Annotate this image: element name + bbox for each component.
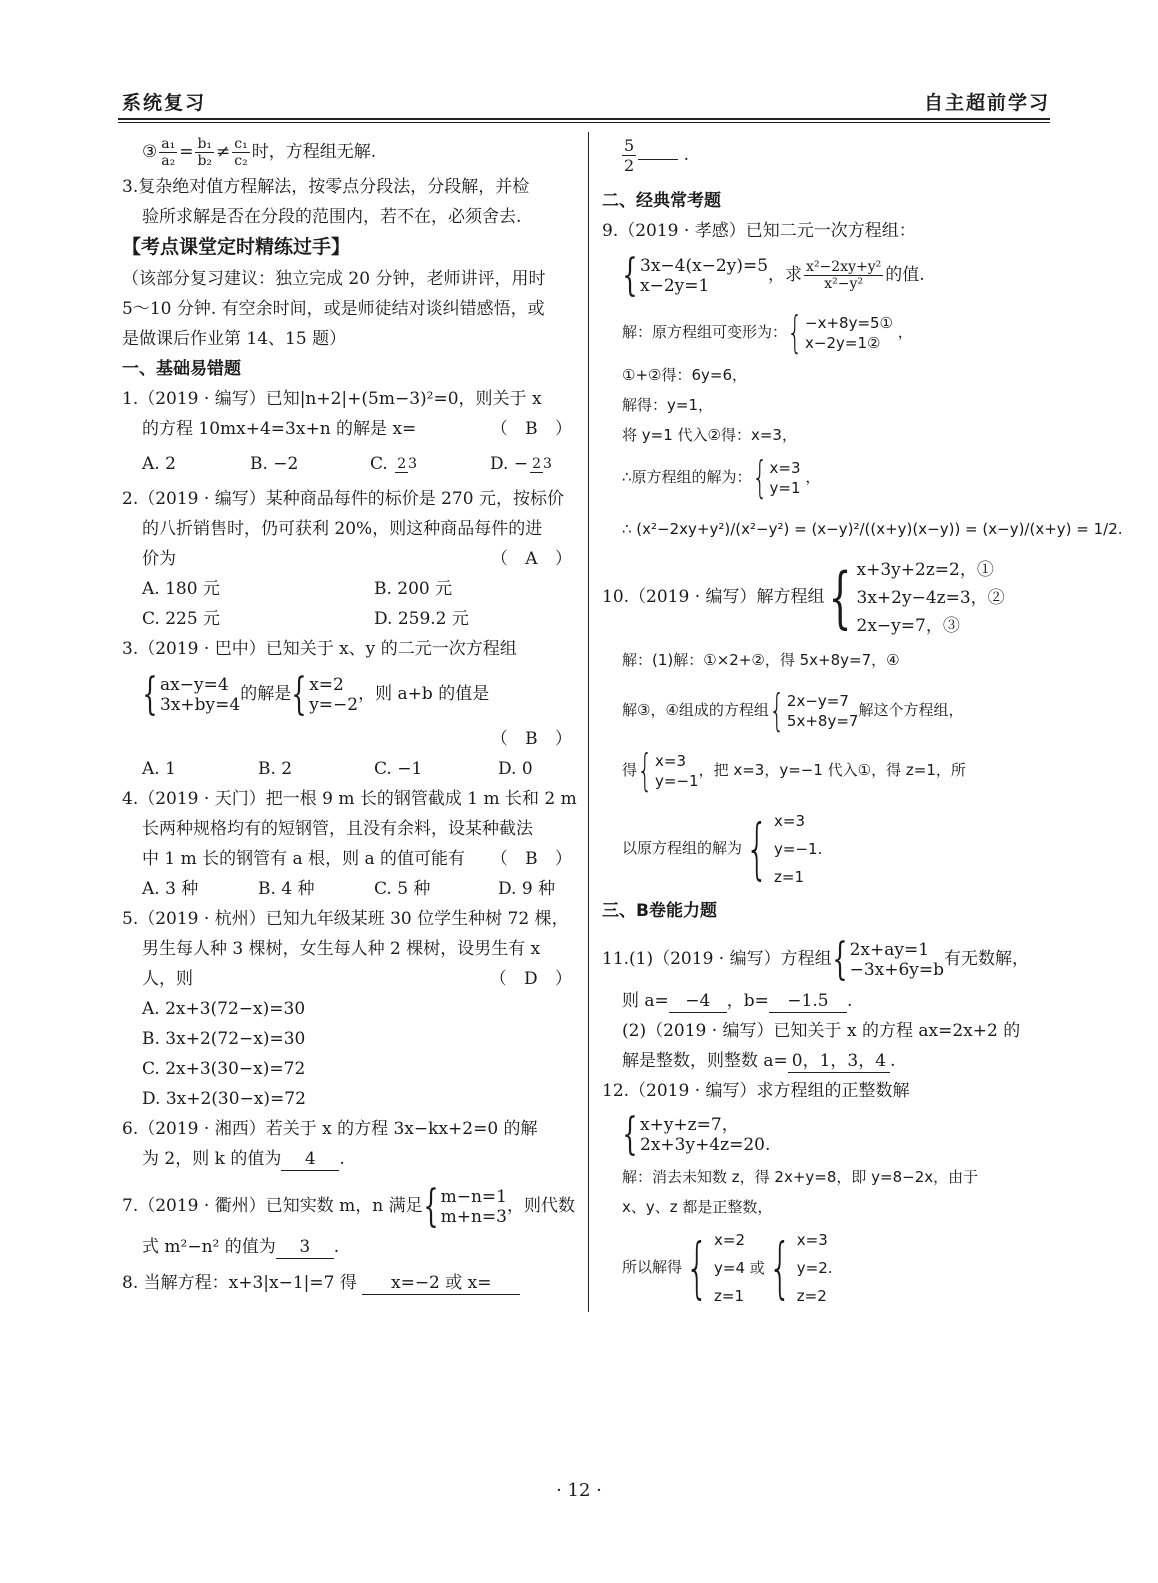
q11-line2: 则 a= −4 ，b= −1.5 . [622,991,853,1011]
q4-line1: 4.（2019 · 天门）把一根 9 m 长的钢管截成 1 m 长和 2 m [122,789,577,809]
q7-line1: 7.（2019 · 衢州）已知实数 m，n 满足 { m−n=1 m+n=3 ，则代数 [122,1180,575,1232]
q2-line1: 2.（2019 · 编写）某种商品每件的标价是 270 元，按标价 [122,489,564,509]
q3-line2: { ax−y=4 3x+by=4 的解是 { x=2 y=−2 ，则 a+b 的值是 [142,668,490,720]
q2-line3: 价为 （ A ） [122,544,578,574]
q12-system-row: { x+y+z=7， 2x+3y+4z=20. [622,1108,771,1160]
section-2-title: 二、经典常考题 [602,191,721,211]
q5-line1: 5.（2019 · 杭州）已知九年级某班 30 位学生种树 72 棵， [122,909,569,929]
q11-line3: (2)（2019 · 编写）已知关于 x 的方程 ax=2x+2 的 [622,1021,1021,1041]
q9-final: ∴ (x²−2xy+y²)/(x²−y²) = (x−y)²/((x+y)(x−y)) = (x−y)/(x+y) = 1/2. [622,520,1123,538]
q9-line1: 9.（2019 · 孝感）已知二元一次方程组： [602,221,916,241]
q2-options-row1 [122,574,578,604]
q12-solution-1: 解：消去未知数 z，得 2x+y=8，即 y=8−2x，由于 [622,1168,979,1186]
q7-answer: 3 [276,1236,334,1259]
right-column [602,136,1123,1312]
note-line-1: （该部分复习建议：独立完成 20 分钟，老师讲评，用时 [122,269,546,289]
q3-line1: 3.（2019 · 巴中）已知关于 x、y 的二元一次方程组 [122,639,517,659]
q12-solution-3: 所以解得 { x=2 y=4 或 z=1 { x=3 y=2. z=2 [622,1228,833,1306]
q5-option-d: D. 3x+2(30−x)=72 [142,1089,306,1109]
intro-item-3: ③ $\frac{\text{a₁}}{\text{a₂}}$ = $\frac{\text{b₁}}{\text{b₂}}$ ≠ $\frac{\text{c₁}}{\text{c₂}}$ 时，方程组无解. [142,136,377,169]
q3-option-b: B. 2 [258,759,293,779]
q8-answer-continued: $\frac{5}{2}$ . [624,136,689,175]
q9-system: { 3x−4(x−2y)=5 x−2y=1 [622,249,769,301]
q9-solution-4: 将 y=1 代入②得：x=3， [622,426,797,444]
q4-option-c: C. 5 种 [374,879,431,899]
q9-line2: { 3x−4(x−2y)=5 x−2y=1 ，求 $\frac{\text{x²−2xy+y²}}{\text{x²−y²}}$ 的值. [622,249,925,301]
q1-option-d: D. − 2 3 [490,454,552,474]
q3-answer: （ B ） [490,729,578,749]
q11-answer-a: −4 [669,990,727,1013]
q3-option-d: D. 0 [498,759,533,779]
header-rule [118,118,1050,120]
q4-line3: 中 1 m 长的钢管有 a 根，则 a 的值可能有 （ B ） [122,844,578,874]
q11-system: { 2x+ay=1 −3x+6y=b [831,933,945,985]
q11-answer-b: −1.5 [769,990,847,1013]
section-1-title: 一、基础易错题 [122,359,241,379]
column-divider [588,132,589,1312]
q8-answer: x=−2 或 x= [362,1272,520,1295]
q10-solution-2: 解③，④组成的方程组 { 2x−y=7 5x+8y=7 解这个方程组， [622,684,964,736]
q2-line2: 的八折销售时，仍可获利 20%，则这种商品每件的进 [142,519,543,539]
q5-option-c: C. 2x+3(30−x)=72 [142,1059,306,1079]
left-column [122,136,578,1308]
q2-option-a: A. 180 元 [142,579,220,599]
header-rule-thin [118,122,1050,123]
q3-options [122,754,578,784]
q1-option-c: C. 2 3 [370,454,418,474]
q9-solution-2: ①+②得：6y=6， [622,366,747,384]
intro-item-4-line1: 3.复杂绝对值方程解法，按零点分段法，分段解，并检 [122,177,530,197]
intro-item-4-line2: 验所求解是否在分段的范围内，若不在，必须舍去. [142,207,522,227]
note-line-3: 是做课后作业第 14、15 题） [122,329,347,349]
q1-line1: 1.（2019 · 编写）已知|n+2|+(5m−3)²=0，则关于 x [122,389,542,409]
q1-options [122,444,578,484]
q4-line2: 长两种规格均有的短钢管，且没有余料，设某种截法 [142,819,533,839]
q11-line1: 11.(1)（2019 · 编写）方程组 { 2x+ay=1 −3x+6y=b 有无数解， [602,933,1030,985]
q1-option-b: B. −2 [250,454,299,474]
q3-answer-row [122,724,578,754]
q2-answer: （ A ） [490,549,578,569]
q11-answer-2: 0，1，3，4 [788,1050,890,1073]
page-number: · 12 · [556,1480,602,1501]
q9-solution-1: 解：原方程组可变形为： { −x+8y=5① x−2y=1② ， [622,306,913,358]
q10-solution-4: 以原方程组的解为 { x=3 y=−1. z=1 [622,809,823,887]
q8-line1: 8. 当解方程：x+3|x−1|=7 得 x=−2 或 x= [122,1268,578,1308]
q5-line3: 人，则 （ D ） [122,964,578,994]
q6-line2: 为 2，则 k 的值为 4 . [142,1149,345,1169]
q11-line4: 解是整数，则整数 a= 0，1，3，4 . [622,1051,896,1071]
q1-line2: 的方程 10mx+4=3x+n 的解是 x= （ B ） [122,414,578,444]
q12-line1: 12.（2019 · 编写）求方程组的正整数解 [602,1081,910,1101]
q3-option-c: C. −1 [374,759,423,779]
q12-solution-2: x、y、z 都是正整数， [622,1198,773,1216]
q7-system: { m−n=1 m+n=3 [422,1180,507,1232]
header-left: 系统复习 [122,92,207,114]
q2-option-b: B. 200 元 [374,579,453,599]
q6-line1: 6.（2019 · 湘西）若关于 x 的方程 3x−kx+2=0 的解 [122,1119,538,1139]
q5-option-a: A. 2x+3(72−x)=30 [142,999,306,1019]
q4-option-b: B. 4 种 [258,879,315,899]
q7-line2: 式 m²−n² 的值为 3 . [142,1237,340,1257]
q5-line2: 男生每人种 3 棵树，女生每人种 2 棵树，设男生有 x [142,939,541,959]
q10-solution-3: 得 { x=3 y=−1 ，把 x=3，y=−1 代入①，得 z=1，所 [622,744,966,796]
q3-system: { ax−y=4 3x+by=4 [142,668,241,720]
q4-answer: （ B ） [490,849,578,869]
q4-option-a: A. 3 种 [142,879,199,899]
q5-option-b: B. 3x+2(72−x)=30 [142,1029,306,1049]
q4-option-d: D. 9 种 [498,879,556,899]
q2-option-d: D. 259.2 元 [374,609,469,629]
q3-solution-system: { x=2 y=−2 [291,668,359,720]
q10-line1: 10.（2019 · 编写）解方程组 { x+3y+2z=2，① 3x+2y−4z=3，② 2x−y=7，③ [602,554,1054,640]
q9-solution-3: 解得：y=1， [622,396,713,414]
note-line-2: 5～10 分钟. 有空余时间，或是师徒结对谈纠错感悟，或 [122,299,545,319]
section-box-title: 【考点课堂定时精练过手】 [122,236,351,258]
q3-option-a: A. 1 [142,759,176,779]
q9-solution-5: ∴原方程组的解为： { x=3 y=1 ， [622,451,821,503]
q6-answer: 4 [281,1148,339,1171]
section-3-title: 三、B卷能力题 [602,901,717,921]
header-right: 自主超前学习 [923,92,1050,114]
q1-option-a: A. 2 [142,454,176,474]
q2-options-row2 [122,604,578,634]
q4-options [122,874,578,904]
q2-option-c: C. 225 元 [142,609,221,629]
q10-solution-1: 解：(1)解：①×2+②，得 5x+8y=7，④ [622,651,900,669]
q5-answer: （ D ） [489,969,578,989]
q10-system: { x+3y+2z=2，① 3x+2y−4z=3，② 2x−y=7，③ [827,558,1005,636]
q1-answer: （ B ） [490,419,578,439]
